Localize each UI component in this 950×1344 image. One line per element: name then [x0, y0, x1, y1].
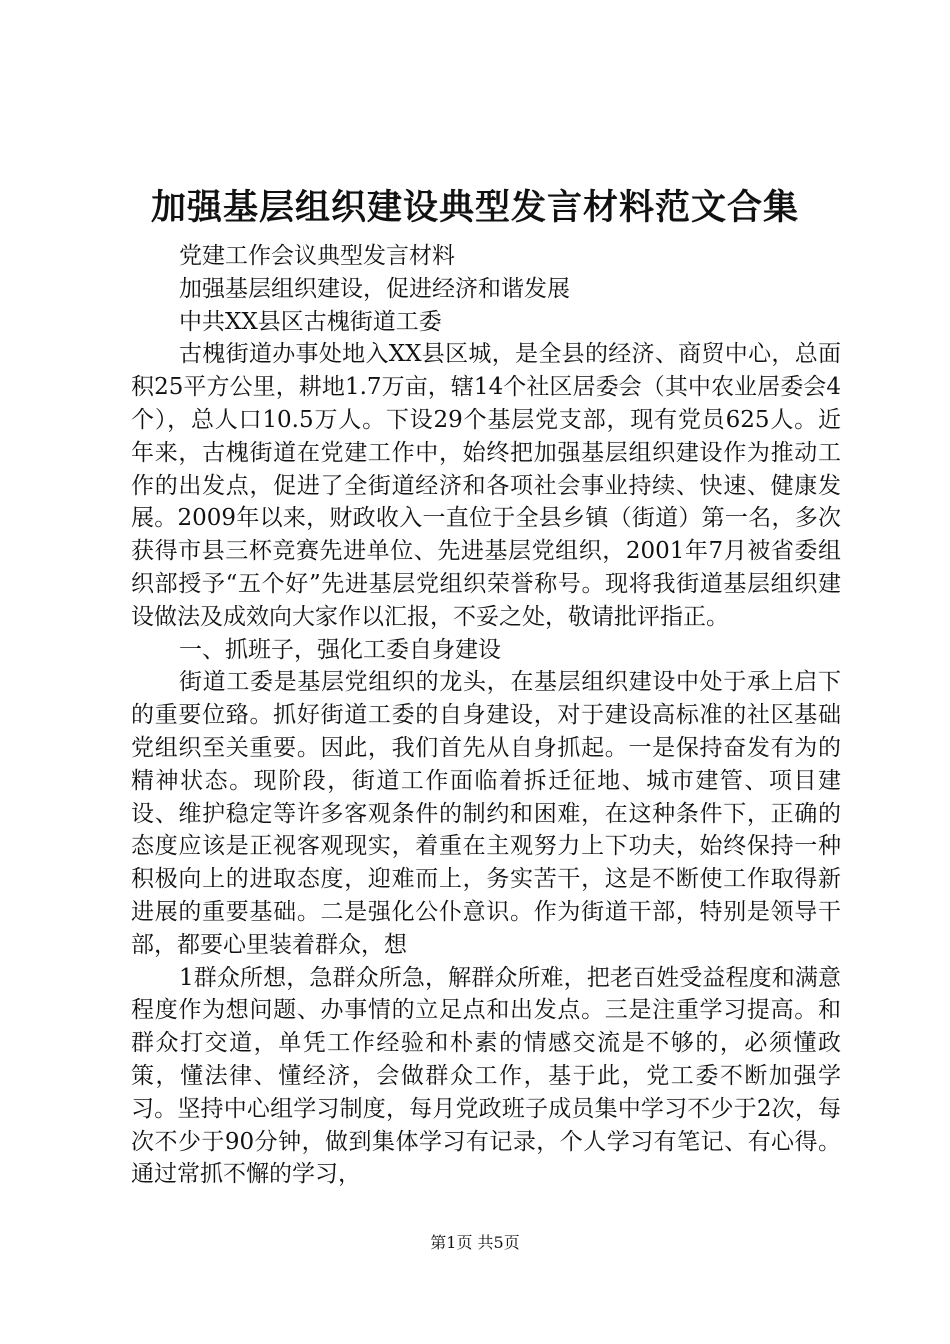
speech-title: 加强基层组织建设，促进经济和谐发展 — [179, 275, 570, 302]
meeting-subtitle: 党建工作会议典型发言材料 — [179, 243, 455, 269]
section-heading: 一、抓班子，强化工委自身建设 — [179, 636, 501, 663]
body-paragraph: 古槐街道办事处地入XX县区城，是全县的经济、商贸中心，总面积25平方公里，耕地1.7万亩，辖14个社区居委会（其中农业居委会4个），总人口10.5万人。下设29个基层党支部，现有党员625人。近年来，古槐街道在党建工作中，始终把加强基层组织建设作为推动工作的出发点，促进了全街道经济和各项社会事业持续、快速、健康发展。2009年以来，财政收入一直位于全县乡镇（街道）第一名，多次获得市县三杯竞赛先进单位、先进基层党组织，2001年7月被省委组织部授予“五个好”先进基层党组织荣誉称号。现将我街道基层组织建设做法及成效向大家作以汇报，不妥之处，敬请批评指正。 — [131, 341, 841, 630]
document-title: 加强基层组织建设典型发言材料范文合集 — [150, 187, 799, 228]
body-paragraph: 街道工委是基层党组织的龙头，在基层组织建设中处于承上启下的重要位臵。抓好街道工委的自身建设，对于建设高标准的社区基础党组织至关重要。因此，我们首先从自身抓起。一是保持奋发有为的精神状态。现阶段，街道工作面临着拆迁征地、城市建管、项目建设、维护稳定等许多客观条件的制约和困难，在这种条件下，正确的态度应该是正视客观现实，着重在主观努力上下功夫，始终保持一种积极向上的进取态度，迎难而上，务实苦干，这是不断使工作取得新进展的重要基础。二是强化公仆意识。作为街道干部，特别是领导干部，都要心里装着群众，想 — [131, 669, 841, 958]
body-paragraph: 1群众所想，急群众所急，解群众所难，把老百姓受益程度和满意程度作为想问题、办事情的立足点和出发点。三是注重学习提高。和群众打交道，单凭工作经验和朴素的情感交流是不够的，必须懂政策，懂法律、懂经济，会做群众工作，基于此，党工委不断加强学习。坚持中心组学习制度，每月党政班子成员集中学习不少于2次，每次不少于90分钟，做到集体学习有记录，个人学习有笔记、有心得。通过常抓不懈的学习， — [131, 964, 841, 1188]
speaker-organization: 中共XX县区古槐街道工委 — [179, 308, 442, 335]
page-footer: 第1页 共5页 — [430, 1233, 520, 1252]
document-body — [131, 240, 841, 1191]
